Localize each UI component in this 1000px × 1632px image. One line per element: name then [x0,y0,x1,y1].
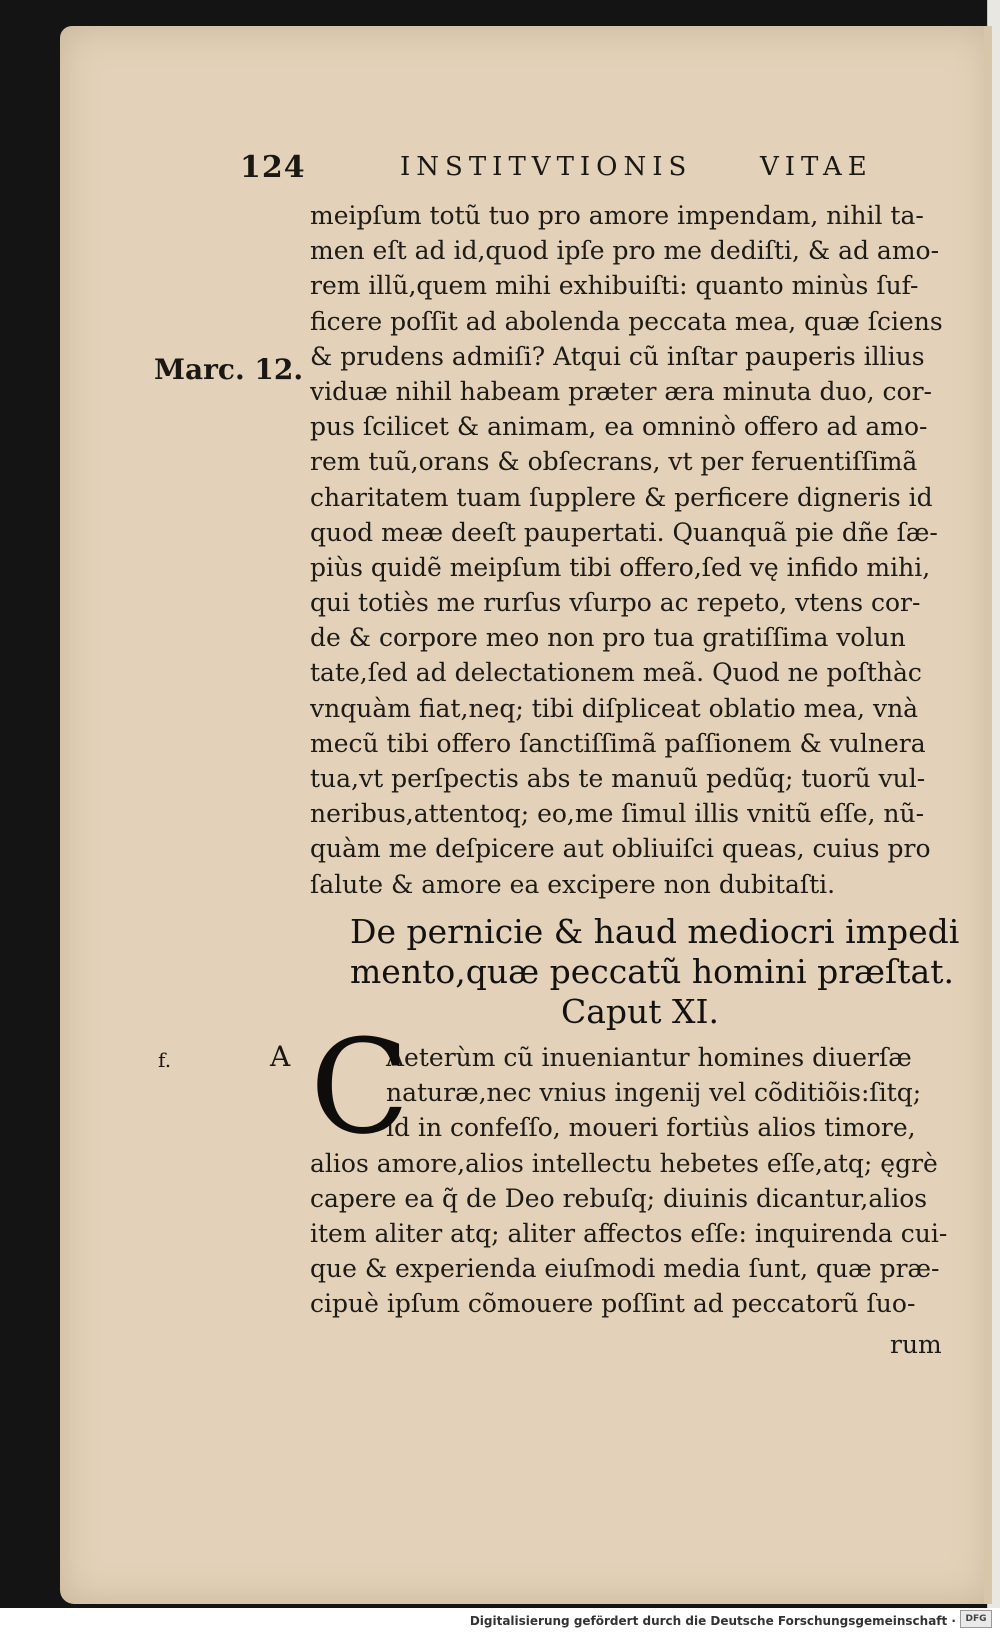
text-line: charitatem tuam ſupplere & perficere digneris id [310,482,933,512]
drop-cap: C [310,1011,410,1163]
text-line: id in confeſſo, moueri fortiùs alios timore, [386,1113,916,1143]
funding-notice: Digitalisierung gefördert durch die Deutsche Forschungsgemeinschaft · [469,1614,956,1628]
running-title-right: VITAE [760,152,873,182]
body-text [310,198,980,902]
text-line: rem illũ,quem mihi exhibuiſti: quanto minùs ſuf- [310,271,919,301]
margin-note: Marc. 12. [154,353,304,386]
chapter-number: Caput XI. [560,992,720,1031]
text-line: pus ſcilicet & animam, ea omninò offero ad amo- [310,412,928,442]
text-line: mecũ tibi offero ſanctiſſimã paſſionem & vulnera [310,728,926,758]
text-line: item aliter atq; aliter affectos eſſe: inquirenda cui- [310,1218,948,1248]
text-line: viduæ nihil habeam præter æra minuta duo, cor- [310,376,932,406]
text-line: quod meæ deeſt paupertati. Quanquã pie dñe ſæ- [310,517,938,547]
catchword: rum [890,1330,942,1359]
margin-marker-left: f. [158,1048,172,1072]
text-line: neribus,attentoq; eo,me ſimul illis vnitũ eſſe, nũ- [310,799,925,829]
text-line: ficere poſſit ad abolenda peccata mea, quæ ſciens [310,306,943,336]
text-line: cipuè ipſum cõmouere poſſint ad peccatorũ ſuo- [310,1289,916,1319]
dfg-logo-icon: DFG [960,1610,992,1628]
text-line: que & experienda eiuſmodi media ſunt, quæ præ- [310,1254,940,1284]
text-line: capere ea q̃ de Deo rebuſq; diuinis dicantur,alios [310,1183,928,1213]
text-line: quàm me deſpicere aut obliuiſci queas, cuius pro [310,834,931,864]
text-line: de & corpore meo non pro tua gratiſſima volun [310,623,906,653]
margin-marker-right: A [270,1040,291,1073]
text-line: qui totiès me rurſus vſurpo ac repeto, vtens cor- [310,588,921,618]
chapter-heading-line: De pernicie & haud mediocri impedi [350,912,960,951]
text-line: rem tuũ,orans & obſecrans, vt per feruentiſſimã [310,447,918,477]
running-header [240,150,940,190]
page-number: 124 [240,150,306,185]
text-line: naturæ,nec vnius ingenij vel cõditiõis:ſitq; [386,1078,922,1108]
page-shadow-edge [984,26,992,1604]
text-line: tua,vt perſpectis abs te manuũ pedũq; tuorũ vul- [310,764,926,793]
text-line: meipſum totũ tuo pro amore impendam, nihil ta- [310,201,924,230]
text-line: vnquàm fiat,neq; tibi diſpliceat oblatio mea, vnà [310,693,919,723]
footer-bar [0,1608,1000,1632]
text-line: men eſt ad id,quod ipſe pro me dediſti, & ad amo- [310,236,940,266]
text-line: Aeterùm cũ inueniantur homines diuerſæ [386,1043,912,1072]
text-line: ſalute & amore ea excipere non dubitaſti. [310,869,836,899]
running-title-left: INSTITVTIONIS [400,152,693,182]
chapter-heading [350,912,970,1032]
text-line: tate,ſed ad delectationem meã. Quod ne poſthàc [310,658,922,688]
text-line: & prudens admiſi? Atqui cũ inſtar pauperis illius [310,341,925,371]
chapter-heading-line: mento,quæ peccatũ homini præſtat. [350,952,954,991]
text-line: alios amore,alios intellectu hebetes eſſe,atq; ęgrè [310,1148,938,1178]
text-line: piùs quidẽ meipſum tibi offero,ſed vę infido mihi, [310,552,931,582]
